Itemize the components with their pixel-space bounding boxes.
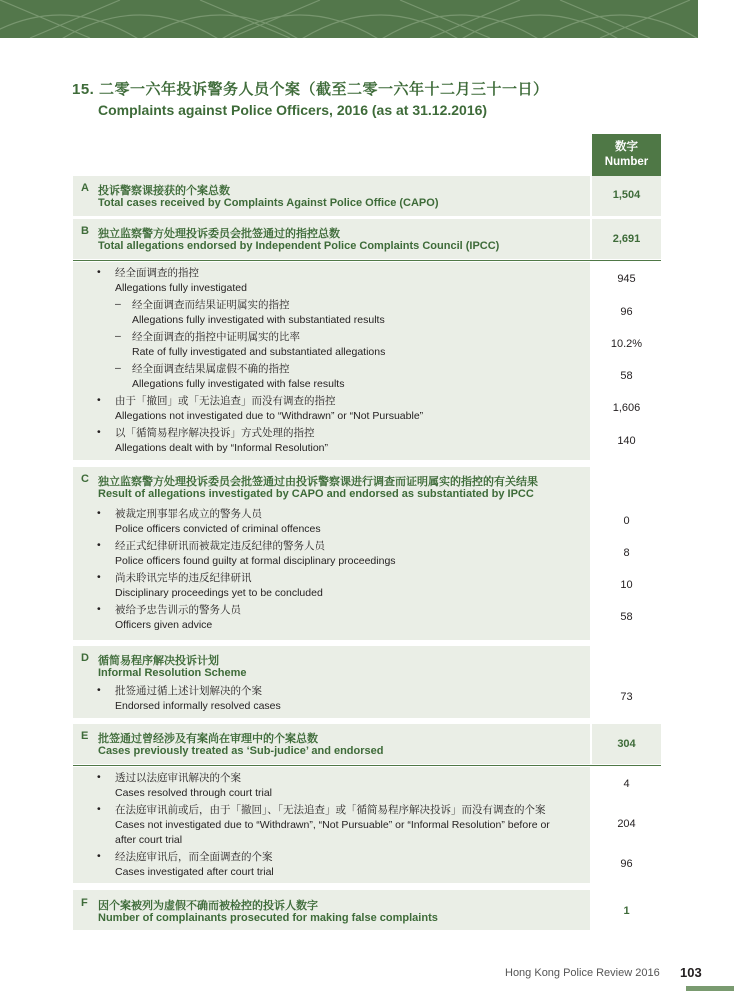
section-c-item-3-zh: 尚未聆讯完毕的违反纪律研讯: [115, 572, 252, 584]
section-e-value-cell: [592, 724, 661, 764]
section-e-item-2-en: Cases not investigated due to “Withdrawn”, “Not Pursuable” or “Informal Resolution” before or: [115, 819, 550, 831]
section-b-item-5-en: Allegations not investigated due to “Withdrawn” or “Not Pursuable”: [115, 410, 424, 422]
section-a-row: [73, 176, 590, 216]
banner-pattern: [0, 0, 698, 38]
section-b-item-3-en: Rate of fully investigated and substantiated allegations: [132, 346, 386, 358]
section-b-item-6-marker: •: [97, 426, 101, 438]
section-e-en: Cases previously treated as ‘Sub-judice’ and endorsed: [98, 745, 384, 757]
section-c-item-1-en: Police officers convicted of criminal offences: [115, 523, 321, 535]
section-c-item-2-marker: •: [97, 539, 101, 551]
footer-publication: Hong Kong Police Review 2016: [505, 967, 660, 979]
section-c-item-4-value: 58: [620, 611, 633, 623]
section-c-values-column: [592, 467, 661, 640]
section-e-letter: E: [81, 730, 89, 742]
section-b-item-6-value: 140: [617, 435, 636, 447]
section-f-value-cell: [592, 890, 661, 930]
section-c-item-1-value: 0: [623, 515, 630, 527]
section-e-item-2-zh: 在法庭审讯前或后，由于「撤回」、「无法追查」或「循简易程序解决投诉」而没有调查的个案: [115, 804, 546, 816]
page-title: [72, 78, 549, 118]
section-b-item-4-zh: 经全面调查结果属虚假不确的指控: [132, 363, 290, 375]
section-c-item-2-zh: 经正式纪律研讯而被裁定违反纪律的警务人员: [115, 540, 325, 552]
section-b-item-3-zh: 经全面调查的指控中证明属实的比率: [132, 331, 300, 343]
section-b-value: 2,691: [612, 233, 641, 245]
section-a-en: Total cases received by Complaints Against Police Office (CAPO): [98, 197, 439, 209]
header-banner: [0, 0, 698, 38]
section-b-item-2-en: Allegations fully investigated with substantiated results: [132, 314, 385, 326]
section-b-value-cell: [592, 219, 661, 259]
section-b-zh: 独立监察警方处理投诉委员会批签通过的指控总数: [98, 228, 340, 240]
section-e-value: 304: [617, 738, 636, 750]
section-e-item-1-marker: •: [97, 771, 101, 783]
title-en: Complaints against Police Officers, 2016 (as at 31.12.2016): [98, 102, 488, 118]
section-e-item-2-en-continued: after court trial: [115, 834, 183, 846]
section-b-values-column: [592, 262, 661, 460]
section-c-item-4-zh: 被给予忠告训示的警务人员: [115, 604, 241, 616]
section-f-letter: F: [81, 897, 88, 909]
section-f-en: Number of complainants prosecuted for making false complaints: [98, 912, 438, 924]
section-d-item-1-value: 73: [620, 691, 633, 703]
section-c-item-2-value: 8: [623, 547, 630, 559]
section-d-item-1-en: Endorsed informally resolved cases: [115, 700, 281, 712]
section-d-letter: D: [81, 652, 89, 664]
section-c-letter: C: [81, 473, 89, 485]
section-c-item-4-en: Officers given advice: [115, 619, 213, 631]
section-b-items: [73, 262, 590, 460]
section-c-item-1-marker: •: [97, 507, 101, 519]
section-e-item-3-marker: •: [97, 850, 101, 862]
section-f-zh: 因个案被列为虚假不确而被检控的投诉人数字: [98, 900, 318, 912]
section-c-zh: 独立监察警方处理投诉委员会批签通过由投诉警察课进行调查而证明属实的指控的有关结果: [98, 476, 538, 488]
section-b-en: Total allegations endorsed by Independent Police Complaints Council (IPCC): [98, 240, 500, 252]
section-a-letter: A: [81, 182, 89, 194]
section-e-values-column: [592, 767, 661, 883]
section-b-divider: [73, 260, 661, 261]
section-e-item-1-value: 4: [623, 778, 630, 790]
section-c-en: Result of allegations investigated by CAPO and endorsed as substantiated by IPCC: [98, 488, 534, 500]
section-d-block: [73, 646, 590, 718]
section-b-item-5-value: 1,606: [612, 402, 641, 414]
section-a-value-cell: [592, 176, 661, 216]
section-e-item-3-zh: 经法庭审讯后，而全面调查的个案: [115, 851, 273, 863]
section-b-letter: B: [81, 225, 89, 237]
section-d-item-1-zh: 批签通过循上述计划解决的个案: [115, 685, 262, 697]
section-b-item-1-value: 945: [617, 273, 636, 285]
section-e-zh: 批签通过曾经涉及有案尚在审理中的个案总数: [98, 733, 318, 745]
section-c-item-4-marker: •: [97, 603, 101, 615]
section-b-header-row: [73, 219, 590, 259]
section-b-item-2-marker: –: [115, 298, 121, 310]
section-c-item-2-en: Police officers found guilty at formal disciplinary proceedings: [115, 555, 396, 567]
section-c-item-3-value: 10: [620, 579, 633, 591]
section-c-item-3-en: Disciplinary proceedings yet to be concluded: [115, 587, 323, 599]
title-zh: 15. 二零一六年投诉警务人员个案（截至二零一六年十二月三十一日）: [72, 81, 549, 98]
section-b-item-6-zh: 以「循简易程序解决投诉」方式处理的指控: [115, 427, 315, 439]
section-d-values-column: [592, 646, 661, 718]
section-b-item-4-en: Allegations fully investigated with false results: [132, 378, 345, 390]
section-b-item-2-zh: 经全面调查而结果证明属实的指控: [132, 299, 290, 311]
section-e-item-1-zh: 透过以法庭审讯解决的个案: [115, 772, 241, 784]
section-e-header-row: [73, 724, 590, 764]
section-b-item-6-en: Allegations dealt with by “Informal Resolution”: [115, 442, 329, 454]
section-e-divider: [73, 765, 661, 766]
section-e-item-3-en: Cases investigated after court trial: [115, 866, 274, 878]
number-header-en: Number: [604, 156, 649, 168]
section-a-zh: 投诉警察课接获的个案总数: [98, 185, 230, 197]
number-column-header: [592, 134, 661, 176]
section-c-item-3-marker: •: [97, 571, 101, 583]
section-b-item-5-marker: •: [97, 394, 101, 406]
footer-accent-bar: [686, 986, 734, 991]
section-f-value: 1: [623, 905, 630, 917]
section-b-item-4-value: 58: [620, 370, 633, 382]
section-e-item-2-marker: •: [97, 803, 101, 815]
section-d-en: Informal Resolution Scheme: [98, 667, 247, 679]
section-b-item-1-zh: 经全面调查的指控: [115, 267, 199, 279]
section-b-item-3-value: 10.2%: [610, 338, 643, 350]
section-b-item-2-value: 96: [620, 306, 633, 318]
section-e-items: [73, 767, 590, 883]
section-d-item-1-marker: •: [97, 684, 101, 696]
section-f-row: [73, 890, 590, 930]
page-number: 103: [680, 965, 702, 980]
section-b-item-4-marker: –: [115, 362, 121, 374]
section-b-item-5-zh: 由于「撤回」或「无法追查」而没有调查的指控: [115, 395, 336, 407]
section-e-item-2-value: 204: [617, 818, 636, 830]
section-d-zh: 循简易程序解决投诉计划: [98, 655, 219, 667]
section-c-block: [73, 467, 590, 640]
section-e-item-1-en: Cases resolved through court trial: [115, 787, 272, 799]
section-b-item-3-marker: –: [115, 330, 121, 342]
section-c-item-1-zh: 被裁定刑事罪名成立的警务人员: [115, 508, 262, 520]
number-header-zh: 数字: [615, 141, 638, 153]
section-b-item-1-en: Allegations fully investigated: [115, 282, 247, 294]
section-e-item-3-value: 96: [620, 858, 633, 870]
section-b-item-1-marker: •: [97, 266, 101, 278]
section-a-value: 1,504: [612, 189, 641, 201]
